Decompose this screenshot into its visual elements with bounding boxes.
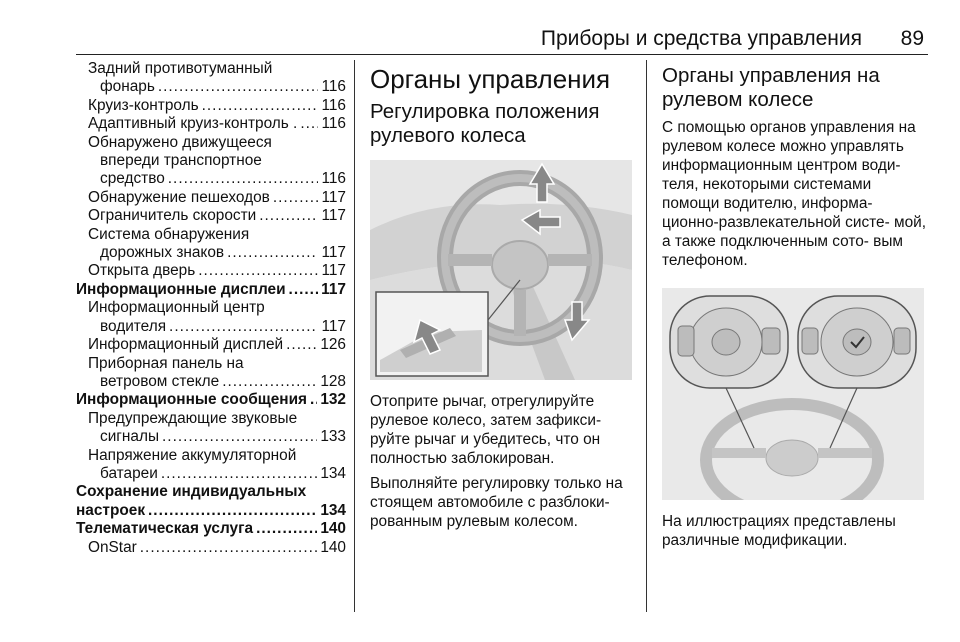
- toc-page-number: 133: [320, 428, 346, 446]
- toc-leader: [198, 262, 318, 280]
- column-divider: [354, 60, 355, 612]
- toc-page-number: 132: [320, 391, 346, 409]
- toc-entry: [76, 207, 346, 225]
- section2-title: Органы управления на рулевом колесе: [662, 64, 880, 111]
- toc-entry-text: батареи: [100, 464, 158, 482]
- main-column: [370, 60, 632, 537]
- toc-entry: [76, 78, 346, 96]
- right-column: [662, 60, 930, 556]
- toc-leader: [289, 281, 319, 299]
- toc-leader: [161, 465, 317, 483]
- toc-entry: [76, 318, 346, 336]
- toc-entry-text: OnStar: [88, 538, 137, 556]
- toc-entry-text: настроек: [76, 501, 146, 519]
- toc-entry-text: фонарь: [100, 78, 155, 96]
- toc-page-number: 140: [320, 538, 346, 556]
- toc-leader: [168, 170, 319, 188]
- steering-controls-figure: [662, 288, 924, 500]
- toc-entry: Задний противотуманный: [88, 60, 273, 77]
- toc-page-number: 128: [320, 372, 346, 390]
- toc-page-number: 116: [321, 96, 346, 114]
- toc-page-number: 116: [321, 78, 346, 96]
- toc-page-number: 117: [321, 262, 346, 280]
- toc-page-number: 116: [321, 115, 346, 133]
- toc-entry: впереди транспортное: [100, 152, 262, 170]
- toc-entry-text: сигналы: [100, 428, 160, 446]
- toc-entry-text: средство: [100, 170, 165, 188]
- toc-entry: Информационный центр: [88, 299, 265, 317]
- toc-leader: [162, 428, 317, 446]
- toc-entry: [76, 281, 346, 299]
- page-header-title: Приборы и средства управления: [540, 27, 862, 50]
- toc-entry: [76, 520, 346, 538]
- toc-leader: [259, 207, 318, 225]
- toc-entry-text: Информационные сообщения: [76, 391, 308, 409]
- steering-adjust-paragraph-2: Выполняйте регулировку только на стоящем автомобиле с разблоки- рованным рулевым колесом.: [370, 475, 623, 530]
- steering-adjust-paragraph-1: Отоприте рычаг, отрегулируйте рулевое колесо, затем зафикси- руйте рычаг и убедитесь, что он полностью заблокирован.: [370, 393, 602, 467]
- toc-page-number: 117: [321, 207, 346, 225]
- toc-entry: [76, 189, 346, 207]
- toc-page-number: 140: [320, 520, 346, 538]
- toc-entry: [76, 373, 346, 391]
- toc-entry: [76, 97, 346, 115]
- toc-entry: [76, 244, 346, 262]
- toc-entry: Напряжение аккумуляторной: [88, 446, 297, 464]
- toc-entry: Сохранение индивидуальных: [76, 483, 307, 501]
- toc-page-number: 134: [320, 501, 346, 519]
- toc-page-number: 117: [321, 317, 346, 335]
- toc-entry-text: Круиз-контроль: [88, 96, 199, 114]
- toc-entry: Приборная панель на: [88, 354, 244, 372]
- toc-leader: [256, 520, 317, 538]
- header-rule: [76, 54, 928, 55]
- steering-adjust-illustration: [370, 160, 632, 380]
- toc-entry: [76, 336, 346, 354]
- toc-entry: [76, 428, 346, 446]
- toc-entry-text: Информационные дисплеи: [76, 280, 286, 298]
- section-subtitle: Регулировка положения рулевого колеса: [370, 100, 600, 147]
- toc-entry: [76, 465, 346, 483]
- toc-entry-text: Адаптивный круиз-контроль .: [88, 115, 298, 133]
- section2-intro: С помощью органов управления на рулевом колесе можно управлять информационным центром води- теля, некоторыми системами помощи водителю, информа- ционно-развлекательной систе- мой, а также подключенным сото- вым телефоном.: [662, 119, 927, 269]
- toc-entry-text: Информационный дисплей: [88, 336, 284, 354]
- page-number: 89: [900, 27, 924, 50]
- toc-column: [76, 60, 346, 557]
- toc-entry-text: Обнаружение пешеходов: [88, 188, 270, 206]
- toc-entry: [76, 170, 346, 188]
- toc-leader: [227, 244, 318, 262]
- toc-entry: [76, 539, 346, 557]
- toc-entry: Предупреждающие звуковые: [88, 409, 298, 427]
- toc-leader: [273, 189, 319, 207]
- toc-leader: [286, 336, 317, 354]
- toc-page-number: 116: [321, 170, 346, 188]
- section-title: Органы управления: [370, 64, 611, 94]
- toc-page-number: 117: [321, 244, 346, 262]
- toc-page-number: 126: [320, 336, 346, 354]
- toc-leader: [148, 502, 317, 520]
- toc-entry-text: дорожных знаков: [100, 244, 225, 262]
- steering-wheel-figure: [370, 160, 632, 380]
- toc-entry: [76, 262, 346, 280]
- toc-leader: [222, 373, 317, 391]
- toc-entry: Обнаружено движущееся: [88, 133, 272, 151]
- toc-leader: [169, 318, 318, 336]
- toc-leader: [140, 539, 318, 557]
- toc-entry: [76, 115, 346, 133]
- section2-caption: На иллюстрациях представлены различные модификации.: [662, 513, 896, 549]
- toc-entry: [76, 502, 346, 520]
- toc-leader: [158, 78, 319, 96]
- toc-page-number: 134: [320, 464, 346, 482]
- toc-entry-text: Открыта дверь: [88, 262, 196, 280]
- toc-page-number: 117: [321, 280, 346, 298]
- toc-entry-text: водителя: [100, 317, 167, 335]
- toc-entry: Система обнаружения: [88, 225, 250, 243]
- toc-leader: [310, 391, 317, 409]
- toc-leader: [300, 115, 318, 133]
- column-divider: [646, 60, 647, 612]
- toc-entry-text: Телематическая услуга: [76, 520, 254, 538]
- toc-entry-text: Ограничитель скорости: [88, 207, 257, 225]
- toc-entry: [76, 391, 346, 409]
- toc-entry-text: ветровом стекле: [100, 372, 220, 390]
- toc-page-number: 117: [321, 188, 346, 206]
- toc-leader: [202, 97, 319, 115]
- steering-controls-illustration: [662, 288, 924, 500]
- toc-list: [76, 60, 346, 557]
